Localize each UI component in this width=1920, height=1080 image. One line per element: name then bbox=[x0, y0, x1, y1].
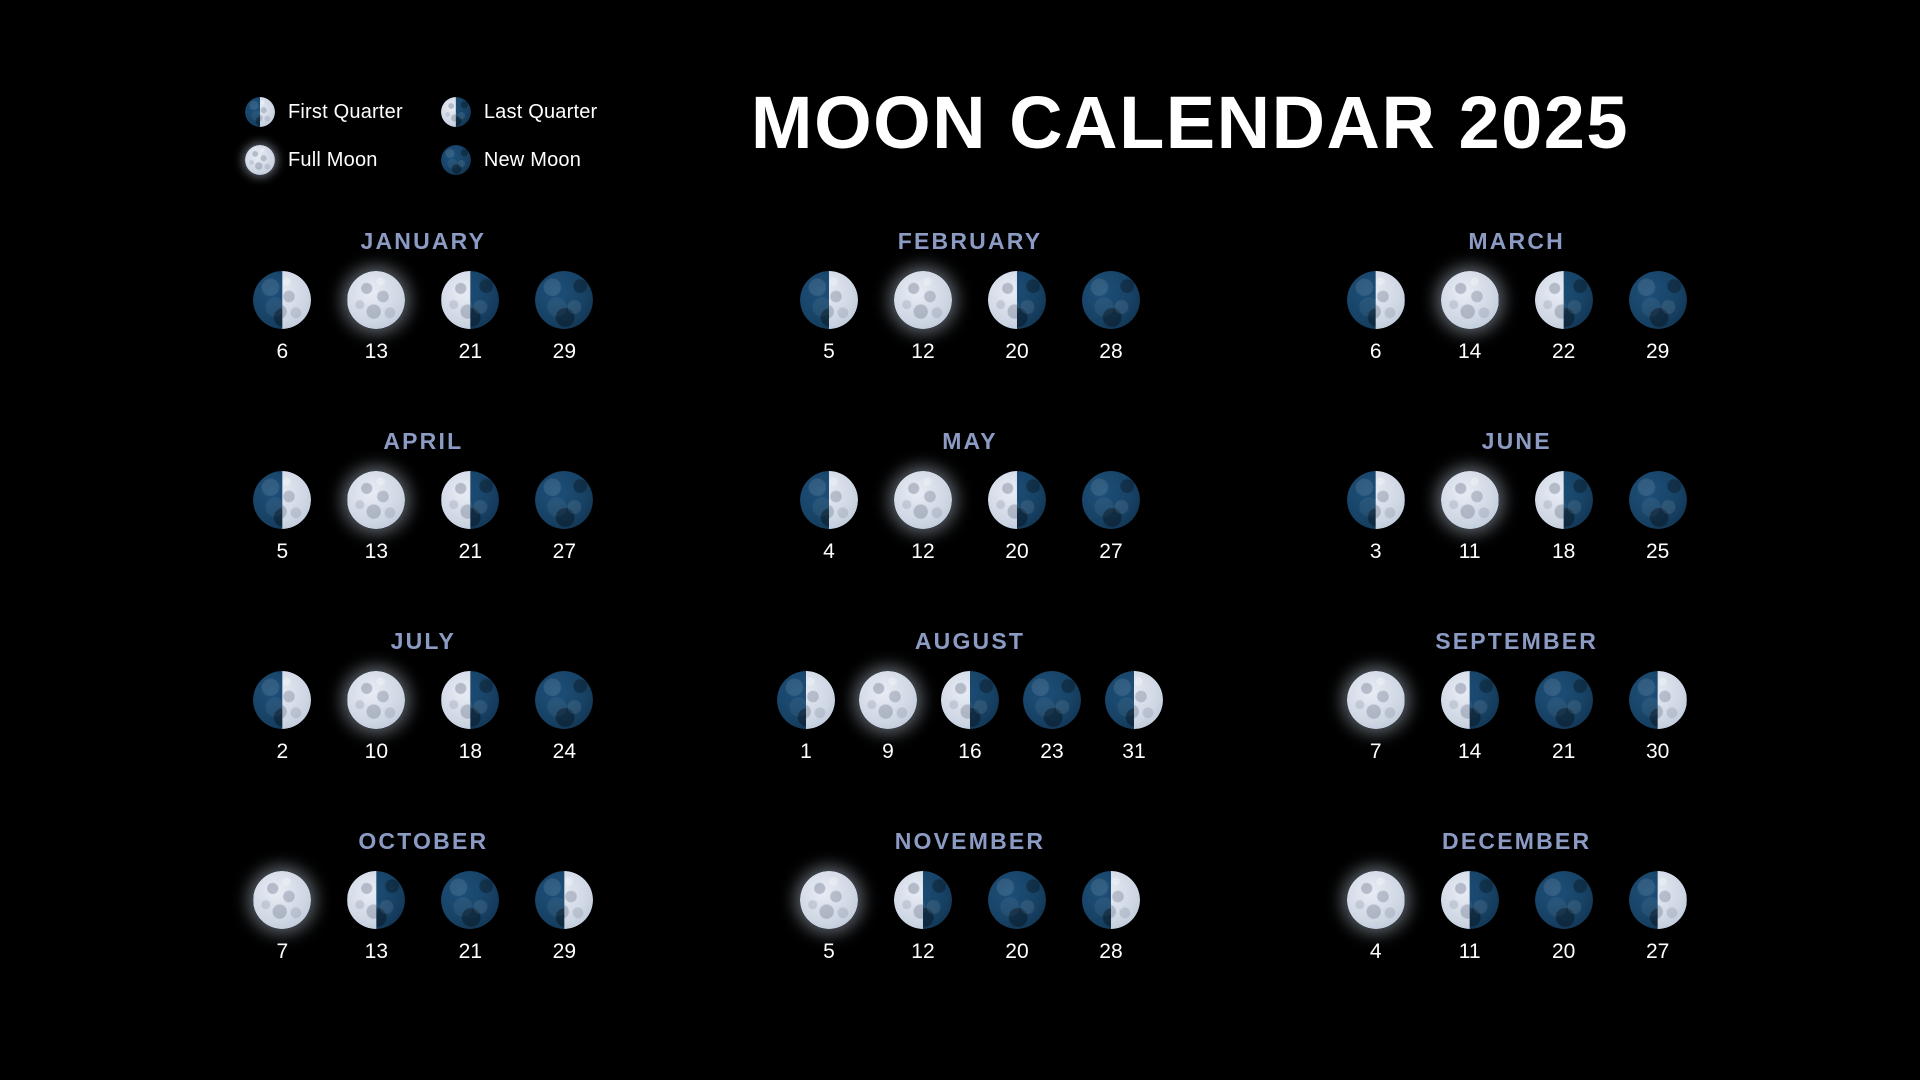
phase-entry bbox=[1434, 471, 1506, 564]
moon-phase-full-moon-icon bbox=[894, 271, 952, 329]
month-block-august bbox=[697, 628, 1244, 828]
moon-dark-side bbox=[535, 271, 593, 329]
phase-entry bbox=[1340, 471, 1412, 564]
phase-legend bbox=[245, 88, 597, 184]
moon-phase-first-quarter-icon bbox=[800, 271, 858, 329]
moon-phase-full-moon-icon bbox=[347, 271, 405, 329]
phase-entry bbox=[793, 871, 865, 964]
phase-entry bbox=[1016, 671, 1088, 764]
legend-item-last-quarter bbox=[441, 88, 598, 136]
month-name: JUNE bbox=[1481, 428, 1552, 454]
phase-day-number: 24 bbox=[552, 740, 576, 763]
moon-phase-last-quarter-icon bbox=[988, 271, 1046, 329]
phase-entry bbox=[528, 471, 600, 564]
month-block-june bbox=[1243, 428, 1790, 628]
phase-entry bbox=[852, 671, 924, 764]
phase-entry bbox=[1340, 271, 1412, 364]
moon-phase-last-quarter-icon bbox=[894, 871, 952, 929]
phase-entry bbox=[934, 671, 1006, 764]
moon-lit-side bbox=[347, 271, 405, 329]
phase-entry bbox=[1622, 871, 1694, 964]
phase-entry bbox=[434, 471, 506, 564]
phase-day-number: 5 bbox=[823, 940, 835, 963]
moon-phase-first-quarter-icon bbox=[800, 471, 858, 529]
moon-phase-full-moon-icon bbox=[894, 471, 952, 529]
phase-entry bbox=[1434, 671, 1506, 764]
phase-day-number: 12 bbox=[911, 340, 935, 363]
phase-day-number: 30 bbox=[1645, 740, 1670, 763]
moon-phase-new-moon-icon bbox=[1535, 671, 1593, 729]
phase-day-number: 28 bbox=[1099, 940, 1123, 963]
phase-entry bbox=[1075, 871, 1147, 964]
phase-day-number: 3 bbox=[1369, 540, 1382, 563]
phase-entry bbox=[434, 271, 506, 364]
phase-day-number: 6 bbox=[276, 340, 289, 363]
phase-day-number: 27 bbox=[1645, 940, 1670, 963]
phase-day-number: 12 bbox=[911, 940, 935, 963]
moon-phase-first-quarter-icon bbox=[777, 671, 835, 729]
legend-item-label: First Quarter bbox=[288, 100, 403, 123]
phase-day-number: 22 bbox=[1551, 340, 1576, 363]
month-name: AUGUST bbox=[914, 628, 1026, 654]
phase-entry bbox=[340, 471, 412, 564]
legend-item-new-moon bbox=[441, 136, 598, 184]
phase-entry bbox=[1528, 271, 1600, 364]
phase-entry bbox=[1075, 471, 1147, 564]
month-block-march bbox=[1243, 228, 1790, 428]
phase-day-number: 29 bbox=[1645, 340, 1670, 363]
moon-lit-side bbox=[1441, 271, 1499, 329]
moon-phase-last-quarter-icon bbox=[441, 271, 499, 329]
phase-entry bbox=[246, 671, 318, 764]
moon-dark-side bbox=[1082, 471, 1140, 529]
phase-day-number: 21 bbox=[458, 340, 482, 363]
moon-dark-side bbox=[441, 145, 471, 175]
moon-phase-full-moon-icon bbox=[1441, 271, 1499, 329]
moon-phase-last-quarter-icon bbox=[347, 871, 405, 929]
moon-phase-new-moon-icon bbox=[1023, 671, 1081, 729]
moon-phase-last-quarter-icon bbox=[1441, 671, 1499, 729]
phase-day-number: 7 bbox=[1369, 740, 1382, 763]
phase-day-number: 12 bbox=[911, 540, 935, 563]
month-block-april bbox=[150, 428, 697, 628]
phase-entry bbox=[887, 871, 959, 964]
phase-day-number: 23 bbox=[1040, 740, 1064, 763]
phase-day-number: 14 bbox=[1457, 740, 1482, 763]
moon-lit-side bbox=[253, 871, 311, 929]
phase-day-number: 5 bbox=[823, 340, 835, 363]
phase-entry bbox=[1622, 671, 1694, 764]
moon-phase-new-moon-icon bbox=[535, 471, 593, 529]
month-phase-row bbox=[150, 671, 697, 764]
phase-entry bbox=[528, 671, 600, 764]
phase-day-number: 2 bbox=[276, 740, 289, 763]
phase-day-number: 11 bbox=[1458, 540, 1481, 563]
moon-phase-first-quarter-icon bbox=[1082, 871, 1140, 929]
month-name: MAY bbox=[942, 428, 998, 454]
month-phase-row bbox=[150, 871, 697, 964]
moon-phase-new-moon-icon bbox=[441, 871, 499, 929]
month-phase-row bbox=[1243, 271, 1790, 364]
phase-day-number: 29 bbox=[552, 340, 576, 363]
moon-lit-side bbox=[347, 471, 405, 529]
phase-entry bbox=[1528, 671, 1600, 764]
moon-phase-full-moon-icon bbox=[1347, 871, 1405, 929]
month-phase-row bbox=[1243, 871, 1790, 964]
phase-entry bbox=[770, 671, 842, 764]
moon-phase-last-quarter-icon bbox=[1441, 871, 1499, 929]
phase-entry bbox=[1340, 871, 1412, 964]
phase-day-number: 18 bbox=[1551, 540, 1576, 563]
moon-phase-first-quarter-icon bbox=[245, 97, 275, 127]
legend-item-full-moon bbox=[245, 136, 403, 184]
moon-phase-new-moon-icon bbox=[535, 271, 593, 329]
moon-phase-new-moon-icon bbox=[988, 871, 1046, 929]
moon-dark-side bbox=[1629, 271, 1687, 329]
month-name: SEPTEMBER bbox=[1435, 628, 1599, 654]
moon-phase-new-moon-icon bbox=[441, 145, 471, 175]
moon-dark-side bbox=[535, 671, 593, 729]
phase-entry bbox=[246, 471, 318, 564]
phase-day-number: 18 bbox=[458, 740, 482, 763]
phase-day-number: 11 bbox=[1458, 940, 1481, 963]
legend-item-label: New Moon bbox=[483, 148, 582, 171]
phase-entry bbox=[887, 271, 959, 364]
month-phase-row bbox=[150, 271, 697, 364]
phase-entry bbox=[793, 271, 865, 364]
month-block-july bbox=[150, 628, 697, 828]
month-name: NOVEMBER bbox=[894, 828, 1046, 854]
month-phase-row bbox=[1243, 671, 1790, 764]
phase-entry bbox=[1622, 471, 1694, 564]
month-block-september bbox=[1243, 628, 1790, 828]
moon-lit-side bbox=[245, 145, 275, 175]
moon-phase-full-moon-icon bbox=[347, 671, 405, 729]
phase-day-number: 10 bbox=[364, 740, 388, 763]
phase-day-number: 20 bbox=[1005, 540, 1029, 563]
phase-day-number: 20 bbox=[1005, 340, 1029, 363]
phase-day-number: 16 bbox=[958, 740, 982, 763]
phase-day-number: 7 bbox=[276, 940, 289, 963]
phase-day-number: 27 bbox=[1099, 540, 1123, 563]
moon-phase-first-quarter-icon bbox=[1629, 671, 1687, 729]
phase-entry bbox=[793, 471, 865, 564]
moon-lit-side bbox=[1347, 871, 1405, 929]
phase-entry bbox=[1622, 271, 1694, 364]
moon-phase-full-moon-icon bbox=[859, 671, 917, 729]
moon-lit-side bbox=[800, 871, 858, 929]
phase-day-number: 29 bbox=[552, 940, 576, 963]
month-name: JANUARY bbox=[360, 228, 487, 254]
phase-entry bbox=[434, 671, 506, 764]
month-name: FEBRUARY bbox=[897, 228, 1043, 254]
phase-entry bbox=[340, 871, 412, 964]
legend-item-label: Last Quarter bbox=[483, 100, 598, 123]
moon-lit-side bbox=[1347, 671, 1405, 729]
month-name: OCTOBER bbox=[358, 828, 489, 854]
month-block-february bbox=[697, 228, 1244, 428]
phase-day-number: 21 bbox=[458, 540, 482, 563]
phase-entry bbox=[981, 271, 1053, 364]
phase-day-number: 4 bbox=[823, 540, 835, 563]
moon-lit-side bbox=[894, 271, 952, 329]
page-title: MOON CALENDAR 2025 bbox=[750, 81, 1630, 164]
moon-phase-new-moon-icon bbox=[1082, 471, 1140, 529]
phase-day-number: 4 bbox=[1369, 940, 1382, 963]
phase-day-number: 20 bbox=[1005, 940, 1029, 963]
moon-phase-first-quarter-icon bbox=[253, 671, 311, 729]
phase-day-number: 13 bbox=[364, 340, 388, 363]
legend-item-first-quarter bbox=[245, 88, 403, 136]
moon-phase-last-quarter-icon bbox=[1535, 271, 1593, 329]
phase-entry bbox=[981, 471, 1053, 564]
phase-day-number: 1 bbox=[800, 740, 812, 763]
month-block-december bbox=[1243, 828, 1790, 1028]
moon-phase-last-quarter-icon bbox=[441, 671, 499, 729]
phase-day-number: 27 bbox=[552, 540, 576, 563]
month-block-october bbox=[150, 828, 697, 1028]
moon-phase-first-quarter-icon bbox=[1105, 671, 1163, 729]
phase-day-number: 25 bbox=[1645, 540, 1670, 563]
moon-lit-side bbox=[1441, 471, 1499, 529]
phase-day-number: 21 bbox=[1551, 740, 1576, 763]
phase-entry bbox=[1098, 671, 1170, 764]
moon-phase-new-moon-icon bbox=[1535, 871, 1593, 929]
moon-phase-first-quarter-icon bbox=[253, 471, 311, 529]
phase-day-number: 13 bbox=[364, 940, 388, 963]
phase-entry bbox=[1340, 671, 1412, 764]
moon-dark-side bbox=[1535, 671, 1593, 729]
phase-entry bbox=[340, 671, 412, 764]
moon-phase-first-quarter-icon bbox=[253, 271, 311, 329]
phase-entry bbox=[1075, 271, 1147, 364]
month-phase-row bbox=[697, 471, 1244, 564]
phase-day-number: 5 bbox=[276, 540, 289, 563]
month-phase-row bbox=[1243, 471, 1790, 564]
moon-dark-side bbox=[441, 871, 499, 929]
calendar-header bbox=[0, 0, 1920, 200]
moon-phase-first-quarter-icon bbox=[1629, 871, 1687, 929]
moon-phase-new-moon-icon bbox=[1629, 271, 1687, 329]
month-block-may bbox=[697, 428, 1244, 628]
moon-dark-side bbox=[1629, 471, 1687, 529]
phase-day-number: 28 bbox=[1099, 340, 1123, 363]
month-phase-row bbox=[697, 871, 1244, 964]
moon-phase-new-moon-icon bbox=[1082, 271, 1140, 329]
phase-day-number: 21 bbox=[458, 940, 482, 963]
phase-entry bbox=[1528, 471, 1600, 564]
phase-day-number: 9 bbox=[882, 740, 894, 763]
phase-entry bbox=[246, 871, 318, 964]
moon-phase-full-moon-icon bbox=[800, 871, 858, 929]
moon-phase-new-moon-icon bbox=[535, 671, 593, 729]
moon-dark-side bbox=[988, 871, 1046, 929]
phase-entry bbox=[887, 471, 959, 564]
phase-entry bbox=[434, 871, 506, 964]
phase-day-number: 13 bbox=[364, 540, 388, 563]
phase-entry bbox=[1434, 871, 1506, 964]
month-name: MARCH bbox=[1468, 228, 1565, 254]
moon-phase-full-moon-icon bbox=[1347, 671, 1405, 729]
months-grid bbox=[150, 228, 1790, 1028]
phase-entry bbox=[340, 271, 412, 364]
month-phase-row bbox=[697, 671, 1244, 764]
moon-phase-full-moon-icon bbox=[253, 871, 311, 929]
month-phase-row bbox=[697, 271, 1244, 364]
phase-day-number: 6 bbox=[1369, 340, 1382, 363]
moon-dark-side bbox=[1082, 271, 1140, 329]
phase-entry bbox=[1528, 871, 1600, 964]
moon-lit-side bbox=[894, 471, 952, 529]
moon-phase-last-quarter-icon bbox=[988, 471, 1046, 529]
moon-phase-full-moon-icon bbox=[245, 145, 275, 175]
month-name: DECEMBER bbox=[1442, 828, 1592, 854]
moon-phase-full-moon-icon bbox=[1441, 471, 1499, 529]
moon-phase-first-quarter-icon bbox=[1347, 471, 1405, 529]
phase-entry bbox=[246, 271, 318, 364]
phase-entry bbox=[528, 271, 600, 364]
month-block-january bbox=[150, 228, 697, 428]
moon-phase-first-quarter-icon bbox=[1347, 271, 1405, 329]
phase-entry bbox=[981, 871, 1053, 964]
moon-phase-last-quarter-icon bbox=[441, 97, 471, 127]
moon-phase-last-quarter-icon bbox=[1535, 471, 1593, 529]
moon-lit-side bbox=[347, 671, 405, 729]
moon-dark-side bbox=[1023, 671, 1081, 729]
moon-phase-new-moon-icon bbox=[1629, 471, 1687, 529]
moon-dark-side bbox=[1535, 871, 1593, 929]
moon-phase-last-quarter-icon bbox=[941, 671, 999, 729]
phase-day-number: 20 bbox=[1551, 940, 1576, 963]
phase-entry bbox=[1434, 271, 1506, 364]
moon-phase-first-quarter-icon bbox=[535, 871, 593, 929]
phase-day-number: 31 bbox=[1122, 740, 1146, 763]
legend-item-label: Full Moon bbox=[288, 148, 378, 171]
month-block-november bbox=[697, 828, 1244, 1028]
moon-lit-side bbox=[859, 671, 917, 729]
moon-phase-last-quarter-icon bbox=[441, 471, 499, 529]
month-name: APRIL bbox=[383, 428, 464, 454]
month-name: JULY bbox=[390, 628, 457, 654]
moon-phase-full-moon-icon bbox=[347, 471, 405, 529]
phase-entry bbox=[528, 871, 600, 964]
phase-day-number: 14 bbox=[1457, 340, 1482, 363]
moon-dark-side bbox=[535, 471, 593, 529]
month-phase-row bbox=[150, 471, 697, 564]
